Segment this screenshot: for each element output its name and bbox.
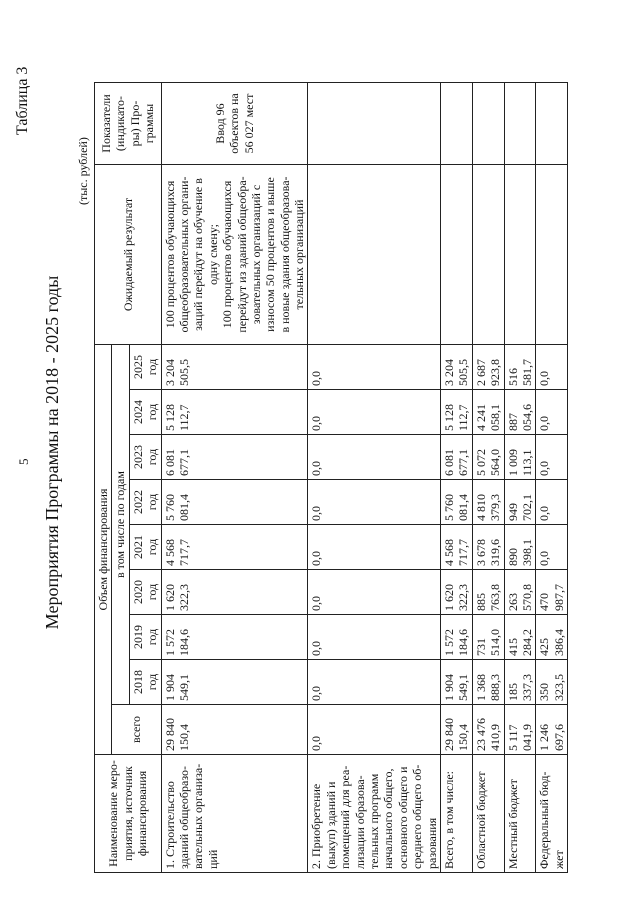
row-year-value-line: 379,3	[488, 494, 503, 521]
header-year	[129, 615, 161, 660]
row-year-value-line: 514,0	[488, 629, 503, 656]
row-total-line: 5 117	[505, 724, 520, 751]
row-name-line: жет	[551, 850, 566, 869]
header-indicators-line: граммы	[142, 103, 157, 144]
row-year-value	[440, 660, 472, 705]
row-year-value-line: 5 128	[162, 404, 177, 431]
row-year-value-line: 081,4	[176, 494, 191, 521]
row-year-value	[536, 480, 568, 525]
row-year-value-line: 1 620	[162, 584, 177, 611]
row-result-line: износом 50 процентов и выше	[263, 177, 278, 332]
row-year-value	[504, 480, 536, 525]
units-note: (тыс. рублей)	[76, 137, 90, 205]
row-year-value-line: 1 572	[441, 629, 456, 656]
row-year-value-line: 322,3	[456, 584, 471, 611]
row-result-line: заций перейдут на обучение в	[191, 178, 206, 331]
row-indicator-line: 56 027 мест	[241, 93, 256, 154]
row-name-line: зданий общеобразо-	[176, 766, 191, 869]
row-year-value	[161, 570, 308, 615]
row-indicator	[440, 83, 472, 165]
row-name-line: разования	[424, 817, 439, 869]
row-year-value-line: 0,0	[309, 371, 324, 386]
row-name-line: Местный бюджет	[505, 779, 520, 869]
row-year-value	[472, 615, 504, 660]
row-total	[440, 705, 472, 755]
row-year-value	[472, 660, 504, 705]
header-name-line: приятия, источник	[120, 766, 135, 861]
header-year-line: год	[145, 403, 160, 421]
header-indicators	[95, 83, 162, 165]
row-year-value-line: 425	[537, 638, 552, 656]
row-year-value-line: 4 568	[441, 539, 456, 566]
row-year-value-line: 323,5	[551, 674, 566, 701]
row-year-value	[472, 345, 504, 390]
row-year-value-line: 1 368	[473, 674, 488, 701]
header-name-line: Наименование меро-	[106, 760, 121, 867]
row-year-value	[161, 480, 308, 525]
row-year-value	[504, 570, 536, 615]
row-year-value	[504, 345, 536, 390]
header-indicators-line: ры) Про-	[127, 100, 142, 147]
row-year-value	[536, 615, 568, 660]
row-name	[161, 755, 308, 873]
row-year-value-line: 549,1	[456, 674, 471, 701]
row-year-value-line: 322,3	[176, 584, 191, 611]
row-year-value	[440, 345, 472, 390]
row-name-line: вательных организа-	[191, 763, 206, 869]
row-year-value-line: 470	[537, 593, 552, 611]
row-year-value-line: 763,8	[488, 584, 503, 611]
row-total	[536, 705, 568, 755]
row-year-value-line: 1 009	[505, 449, 520, 476]
header-year-line: 2023	[130, 445, 145, 469]
row-year-value	[161, 435, 308, 480]
row-result-line: зовательных организаций с	[248, 184, 263, 325]
row-year-value-line: 0,0	[537, 506, 552, 521]
row-year-value-line: 319,6	[488, 539, 503, 566]
row-year-value	[440, 525, 472, 570]
header-year-line: год	[145, 538, 160, 556]
header-year-line: 2018	[130, 670, 145, 694]
row-year-value	[536, 660, 568, 705]
table-row	[440, 83, 472, 873]
row-year-value-line: 702,1	[519, 494, 534, 521]
row-year-value-line: 3 204	[162, 359, 177, 386]
row-year-value-line: 3 678	[473, 539, 488, 566]
row-year-value-line: 058,1	[488, 404, 503, 431]
row-year-value	[472, 570, 504, 615]
row-year-value	[308, 480, 441, 525]
row-name-line: помещений для реа-	[338, 765, 353, 869]
row-name-line: лизации образова-	[352, 775, 367, 869]
row-indicator-line: Ввод 96	[212, 103, 227, 144]
row-total-line: 697,6	[551, 724, 566, 751]
row-year-value-line: 398,1	[519, 539, 534, 566]
row-year-value	[308, 435, 441, 480]
row-year-value	[308, 570, 441, 615]
row-year-value-line: 5 072	[473, 449, 488, 476]
row-name-line: 1. Строительство	[162, 781, 177, 869]
row-total-line: 0,0	[309, 736, 324, 751]
row-year-value-line: 5 760	[162, 494, 177, 521]
row-total	[472, 705, 504, 755]
table-row	[504, 83, 536, 873]
row-year-value-line: 415	[505, 638, 520, 656]
row-year-value-line: 184,6	[176, 629, 191, 656]
row-name	[472, 755, 504, 873]
row-year-value-line: 112,7	[456, 404, 471, 431]
header-result: Ожидаемый результат	[95, 165, 162, 345]
row-name-line: Всего, в том числе:	[441, 771, 456, 869]
header-year-line: год	[145, 358, 160, 376]
row-year-value-line: 677,1	[176, 449, 191, 476]
table-body	[95, 83, 568, 873]
row-year-value-line: 5 760	[441, 494, 456, 521]
row-name-line: основного общего и	[395, 766, 410, 869]
row-year-value-line: 549,1	[176, 674, 191, 701]
row-year-value-line: 564,0	[488, 449, 503, 476]
header-indicators-line: (индикато-	[113, 95, 128, 152]
row-name-line: (выкуп) зданий и	[323, 781, 338, 869]
row-year-value	[504, 615, 536, 660]
row-result	[161, 165, 308, 345]
row-year-value-line: 5 128	[441, 404, 456, 431]
row-year-value-line: 0,0	[309, 551, 324, 566]
row-result	[504, 165, 536, 345]
header-year	[129, 435, 161, 480]
row-name	[504, 755, 536, 873]
table-caption: Таблица 3	[14, 66, 31, 135]
row-year-value	[504, 660, 536, 705]
row-year-value-line: 1 904	[441, 674, 456, 701]
row-year-value-line: 4 568	[162, 539, 177, 566]
row-year-value-line: 337,3	[519, 674, 534, 701]
row-year-value-line: 6 081	[441, 449, 456, 476]
row-year-value-line: 3 204	[441, 359, 456, 386]
row-year-value-line: 890	[505, 548, 520, 566]
row-year-value-line: 6 081	[162, 449, 177, 476]
row-result	[472, 165, 504, 345]
row-year-value	[161, 390, 308, 435]
header-name-line: финансирования	[134, 770, 149, 857]
row-year-value-line: 0,0	[309, 641, 324, 656]
row-year-value-line: 054,6	[519, 404, 534, 431]
row-result-line: общеобразовательных органи-	[176, 176, 191, 333]
row-year-value-line: 185	[505, 683, 520, 701]
row-year-value	[440, 390, 472, 435]
row-year-value-line: 2 687	[473, 359, 488, 386]
row-total-line: 23 476	[473, 718, 488, 751]
row-year-value-line: 923,8	[488, 359, 503, 386]
header-year	[129, 390, 161, 435]
row-year-value	[536, 435, 568, 480]
row-year-value	[440, 570, 472, 615]
row-year-value	[472, 435, 504, 480]
row-year-value	[161, 660, 308, 705]
header-year-line: 2024	[130, 400, 145, 424]
row-name-line: среднего общего об-	[410, 764, 425, 869]
header-year-line: год	[145, 493, 160, 511]
row-year-value-line: 0,0	[537, 371, 552, 386]
row-total-line: 1 246	[537, 724, 552, 751]
row-indicator	[161, 83, 308, 165]
table-row	[161, 83, 308, 873]
header-year-line: год	[145, 628, 160, 646]
table-row	[536, 83, 568, 873]
row-name	[440, 755, 472, 873]
row-year-value	[536, 390, 568, 435]
row-year-value	[161, 345, 308, 390]
header-year-line: год	[145, 448, 160, 466]
row-result	[536, 165, 568, 345]
row-year-value-line: 1 572	[162, 629, 177, 656]
row-year-value-line: 1 620	[441, 584, 456, 611]
row-year-value-line: 184,6	[456, 629, 471, 656]
row-year-value-line: 570,8	[519, 584, 534, 611]
row-result-line: тельных организаций	[292, 199, 307, 310]
row-year-value-line: 885	[473, 593, 488, 611]
row-year-value	[308, 345, 441, 390]
row-year-value-line: 581,7	[519, 359, 534, 386]
row-total-line: 410,9	[488, 724, 503, 751]
row-year-value-line: 949	[505, 503, 520, 521]
row-total-line: 29 840	[441, 718, 456, 751]
row-year-value	[536, 525, 568, 570]
row-year-value-line: 888,3	[488, 674, 503, 701]
header-year-line: год	[145, 583, 160, 601]
row-name-line: тельных программ	[367, 773, 382, 869]
header-by-years: в том числе по годам	[112, 345, 129, 705]
row-year-value	[308, 615, 441, 660]
row-year-value-line: 386,4	[551, 629, 566, 656]
row-year-value-line: 0,0	[537, 416, 552, 431]
row-total-line: 150,4	[176, 724, 191, 751]
header-year	[129, 525, 161, 570]
row-year-value	[472, 480, 504, 525]
row-name-line: начального общего,	[381, 768, 396, 869]
row-result-line: одну смену;	[205, 223, 220, 286]
header-year-line: 2019	[130, 625, 145, 649]
row-year-value-line: 0,0	[309, 461, 324, 476]
row-name	[536, 755, 568, 873]
row-result-line: 100 процентов обучающихся	[220, 180, 235, 329]
row-year-value-line: 284,2	[519, 629, 534, 656]
row-total	[161, 705, 308, 755]
header-volume: Объем финансирования	[95, 345, 112, 755]
row-indicator	[308, 83, 441, 165]
row-year-value-line: 4 241	[473, 404, 488, 431]
row-year-value	[472, 390, 504, 435]
row-year-value-line: 505,5	[456, 359, 471, 386]
document-title: Мероприятия Программы на 2018 - 2025 годы	[42, 275, 62, 630]
row-year-value-line: 0,0	[309, 416, 324, 431]
header-name	[95, 755, 162, 873]
row-indicator	[504, 83, 536, 165]
row-year-value-line: 113,1	[519, 449, 534, 476]
row-year-value-line: 112,7	[176, 404, 191, 431]
header-year	[129, 345, 161, 390]
row-result-line: 100 процентов обучающихся	[162, 180, 177, 329]
row-year-value-line: 263	[505, 593, 520, 611]
row-year-value-line: 731	[473, 638, 488, 656]
row-year-value	[161, 525, 308, 570]
row-year-value-line: 4 810	[473, 494, 488, 521]
row-year-value-line: 0,0	[537, 551, 552, 566]
row-total-line: 150,4	[456, 724, 471, 751]
row-year-value	[536, 570, 568, 615]
row-result	[440, 165, 472, 345]
row-year-value-line: 0,0	[309, 596, 324, 611]
header-year-line: 2025	[130, 355, 145, 379]
header-indicators-line: Показатели	[99, 94, 113, 153]
row-result	[308, 165, 441, 345]
row-year-value-line: 505,5	[176, 359, 191, 386]
row-year-value-line: 0,0	[309, 506, 324, 521]
header-year	[129, 480, 161, 525]
row-indicator	[536, 83, 568, 165]
row-year-value	[308, 390, 441, 435]
row-indicator	[472, 83, 504, 165]
row-year-value	[472, 525, 504, 570]
row-year-value	[161, 615, 308, 660]
header-year-line: 2022	[130, 490, 145, 514]
row-year-value-line: 717,7	[176, 539, 191, 566]
row-total	[504, 705, 536, 755]
row-year-value	[440, 480, 472, 525]
header-row	[95, 83, 112, 873]
row-year-value-line: 1 904	[162, 674, 177, 701]
header-year	[129, 570, 161, 615]
header-year	[129, 660, 161, 705]
row-year-value-line: 0,0	[537, 461, 552, 476]
page-number: 5	[16, 458, 31, 465]
row-year-value	[536, 345, 568, 390]
header-year-line: 2021	[130, 535, 145, 559]
header-total: всего	[112, 705, 161, 755]
row-indicator-line: объектов на	[227, 93, 242, 154]
row-year-value-line: 0,0	[309, 686, 324, 701]
row-result-line: в новые здания общеобразова-	[277, 176, 292, 333]
row-year-value-line: 081,4	[456, 494, 471, 521]
table-row	[308, 83, 441, 873]
row-name-line: 2. Приобретение	[309, 783, 324, 869]
row-year-value-line: 717,7	[456, 539, 471, 566]
row-total-line: 041,9	[519, 724, 534, 751]
row-name-line: ций	[205, 849, 220, 869]
row-year-value	[308, 660, 441, 705]
row-year-value-line: 516	[505, 368, 520, 386]
row-year-value	[504, 435, 536, 480]
header-year-line: 2020	[130, 580, 145, 604]
row-year-value	[440, 615, 472, 660]
program-table	[94, 82, 568, 873]
row-year-value	[504, 390, 536, 435]
row-year-value	[440, 435, 472, 480]
header-year-line: год	[145, 673, 160, 691]
row-year-value-line: 987,7	[551, 584, 566, 611]
table-row	[472, 83, 504, 873]
row-year-value	[504, 525, 536, 570]
row-result-line: перейдут из зданий общеобра-	[234, 176, 249, 333]
row-name-line: Областной бюджет	[473, 771, 488, 869]
row-year-value	[308, 525, 441, 570]
row-year-value-line: 350	[537, 683, 552, 701]
row-total-line: 29 840	[162, 718, 177, 751]
row-year-value-line: 677,1	[456, 449, 471, 476]
row-year-value-line: 887	[505, 413, 520, 431]
row-name-line: Федеральный бюд-	[537, 771, 552, 869]
row-name	[308, 755, 441, 873]
row-total	[308, 705, 441, 755]
